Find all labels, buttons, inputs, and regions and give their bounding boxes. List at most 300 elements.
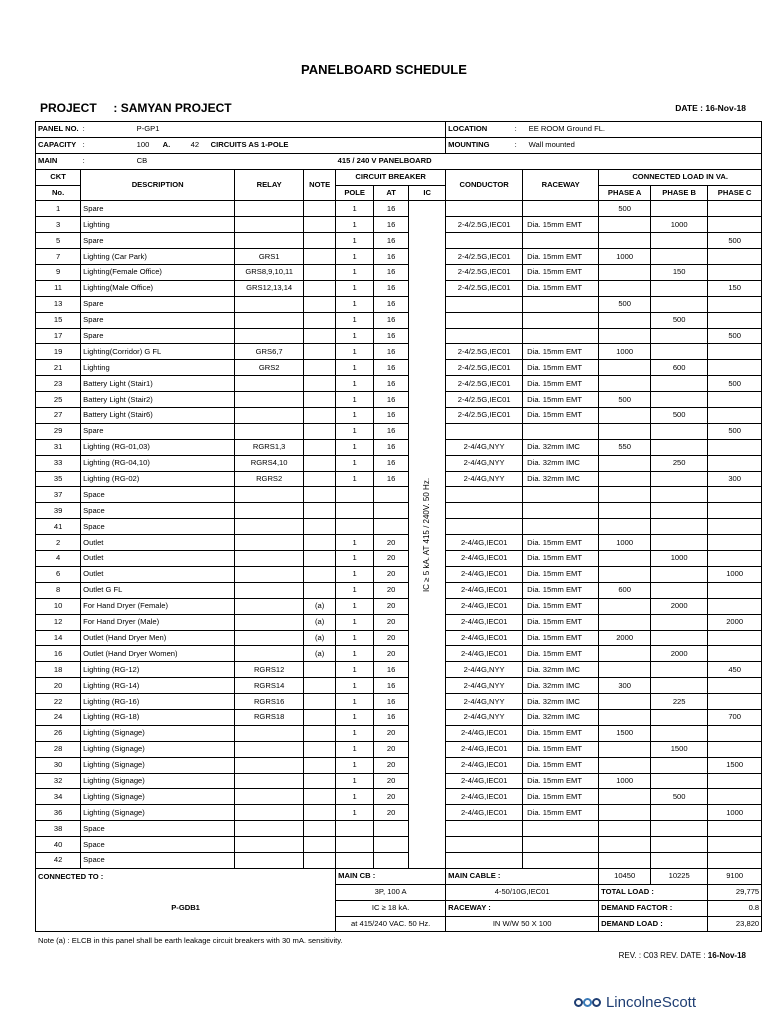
note xyxy=(304,694,336,710)
conductor: 2-4/4G,IEC01 xyxy=(446,805,523,821)
relay xyxy=(235,408,304,424)
ckt-no: 9 xyxy=(36,265,81,281)
revision-label: REV. : C03 REV. DATE : xyxy=(618,951,706,960)
circuit-row xyxy=(36,646,762,662)
circuit-row xyxy=(36,694,762,710)
circuit-row xyxy=(36,439,762,455)
conductor: 2-4/2.5G,IEC01 xyxy=(446,217,523,233)
circuit-row xyxy=(36,821,762,837)
at: 16 xyxy=(374,217,409,233)
note xyxy=(304,503,336,519)
date-heading xyxy=(675,103,746,113)
phase-a: 500 xyxy=(599,296,651,312)
raceway xyxy=(523,837,599,853)
conductor: 2-4/4G,IEC01 xyxy=(446,789,523,805)
raceway: Dia. 32mm IMC xyxy=(523,439,599,455)
phase-c xyxy=(708,344,762,360)
main-cable-value: 4-50/10G,IEC01 xyxy=(446,884,599,900)
note xyxy=(304,821,336,837)
description: Spare xyxy=(81,233,235,249)
note xyxy=(304,757,336,773)
phase-b xyxy=(651,328,708,344)
pole xyxy=(336,487,374,503)
phase-c xyxy=(708,582,762,598)
location-cell xyxy=(514,122,762,138)
pole: 1 xyxy=(336,789,374,805)
phase-a xyxy=(599,694,651,710)
pole: 1 xyxy=(336,455,374,471)
conductor: 2-4/4G,IEC01 xyxy=(446,614,523,630)
phase-b xyxy=(651,614,708,630)
phase-a xyxy=(599,423,651,439)
main-cb-value: 3P, 100 A xyxy=(336,884,446,900)
header-connected-load: CONNECTED LOAD IN VA. xyxy=(599,169,762,185)
phase-c: 150 xyxy=(708,280,762,296)
raceway xyxy=(523,503,599,519)
raceway: Dia. 32mm IMC xyxy=(523,709,599,725)
conductor: 2-4/4G,IEC01 xyxy=(446,773,523,789)
demand-factor-label: DEMAND FACTOR : xyxy=(599,900,708,916)
relay xyxy=(235,646,304,662)
at xyxy=(374,852,409,868)
conductor xyxy=(446,296,523,312)
description: Lighting (RG-12) xyxy=(81,662,235,678)
at: 20 xyxy=(374,614,409,630)
phase-b xyxy=(651,725,708,741)
at: 16 xyxy=(374,280,409,296)
phase-c xyxy=(708,646,762,662)
header-no: No. xyxy=(36,185,81,201)
note xyxy=(304,328,336,344)
relay xyxy=(235,566,304,582)
note xyxy=(304,725,336,741)
pole: 1 xyxy=(336,646,374,662)
at: 20 xyxy=(374,582,409,598)
phase-b: 500 xyxy=(651,408,708,424)
description: Lighting xyxy=(81,217,235,233)
raceway: Dia. 15mm EMT xyxy=(523,360,599,376)
ckt-no: 3 xyxy=(36,217,81,233)
project-name: : SAMYAN PROJECT xyxy=(113,101,232,115)
note xyxy=(304,582,336,598)
phase-c xyxy=(708,535,762,551)
phase-c xyxy=(708,630,762,646)
connected-to-cell xyxy=(36,868,336,932)
description: Lighting (Signage) xyxy=(81,789,235,805)
raceway: Dia. 15mm EMT xyxy=(523,598,599,614)
note xyxy=(304,535,336,551)
header-relay: RELAY xyxy=(235,169,304,201)
at: 20 xyxy=(374,789,409,805)
header-ic: IC xyxy=(409,185,446,201)
note xyxy=(304,741,336,757)
relay xyxy=(235,773,304,789)
pole: 1 xyxy=(336,725,374,741)
phase-a xyxy=(599,408,651,424)
phase-c: 1000 xyxy=(708,566,762,582)
note xyxy=(304,487,336,503)
conductor: 2-4/2.5G,IEC01 xyxy=(446,265,523,281)
description: Lighting (RG-18) xyxy=(81,709,235,725)
phase-a: 300 xyxy=(599,678,651,694)
at: 20 xyxy=(374,630,409,646)
at: 16 xyxy=(374,471,409,487)
phase-b xyxy=(651,566,708,582)
phase-c xyxy=(708,408,762,424)
phase-c xyxy=(708,487,762,503)
ckt-no: 16 xyxy=(36,646,81,662)
phase-a xyxy=(599,360,651,376)
conductor: 2-4/4G,NYY xyxy=(446,471,523,487)
at: 16 xyxy=(374,408,409,424)
phase-c xyxy=(708,439,762,455)
phase-b xyxy=(651,471,708,487)
circuit-row xyxy=(36,376,762,392)
ckt-no: 18 xyxy=(36,662,81,678)
pole: 1 xyxy=(336,630,374,646)
description: Lighting (RG-01,03) xyxy=(81,439,235,455)
relay: RGRS1,3 xyxy=(235,439,304,455)
circuit-row xyxy=(36,709,762,725)
phase-b xyxy=(651,201,708,217)
raceway: Dia. 15mm EMT xyxy=(523,757,599,773)
ckt-no: 35 xyxy=(36,471,81,487)
ckt-no: 7 xyxy=(36,249,81,265)
ckt-no: 31 xyxy=(36,439,81,455)
capacity-cell xyxy=(81,137,446,153)
circuit-row xyxy=(36,217,762,233)
phase-c xyxy=(708,551,762,567)
circuit-row xyxy=(36,837,762,853)
pole: 1 xyxy=(336,296,374,312)
relay xyxy=(235,392,304,408)
phase-b: 1500 xyxy=(651,741,708,757)
raceway xyxy=(523,423,599,439)
raceway: Dia. 15mm EMT xyxy=(523,376,599,392)
at: 16 xyxy=(374,233,409,249)
raceway: Dia. 15mm EMT xyxy=(523,265,599,281)
at: 16 xyxy=(374,376,409,392)
description: Lighting (Signage) xyxy=(81,725,235,741)
phase-a xyxy=(599,805,651,821)
at: 16 xyxy=(374,694,409,710)
phase-a xyxy=(599,662,651,678)
note: (a) xyxy=(304,598,336,614)
description: Lighting (Car Park) xyxy=(81,249,235,265)
circuit-row xyxy=(36,519,762,535)
pole: 1 xyxy=(336,233,374,249)
phase-b xyxy=(651,852,708,868)
ckt-no: 12 xyxy=(36,614,81,630)
ckt-no: 8 xyxy=(36,582,81,598)
panel-no-value: P-GP1 xyxy=(136,124,160,134)
circuit-row xyxy=(36,344,762,360)
phase-b: 150 xyxy=(651,265,708,281)
raceway: Dia. 15mm EMT xyxy=(523,249,599,265)
at xyxy=(374,821,409,837)
phase-b: 600 xyxy=(651,360,708,376)
main-label: MAIN xyxy=(36,153,81,169)
pole: 1 xyxy=(336,249,374,265)
relay: RGRS2 xyxy=(235,471,304,487)
relay xyxy=(235,725,304,741)
raceway: Dia. 32mm IMC xyxy=(523,662,599,678)
conductor xyxy=(446,821,523,837)
phase-a: 550 xyxy=(599,439,651,455)
ckt-no: 14 xyxy=(36,630,81,646)
colon: : xyxy=(82,140,85,150)
description: Battery Light (Stair1) xyxy=(81,376,235,392)
note xyxy=(304,852,336,868)
logo-text: LincolneScott xyxy=(605,994,696,1011)
phase-b: 500 xyxy=(651,789,708,805)
total-load-label: TOTAL LOAD : xyxy=(599,884,708,900)
phase-a: 500 xyxy=(599,392,651,408)
location-label: LOCATION xyxy=(446,122,523,138)
at: 20 xyxy=(374,805,409,821)
pole: 1 xyxy=(336,471,374,487)
raceway: Dia. 15mm EMT xyxy=(523,582,599,598)
description: Space xyxy=(81,519,235,535)
phase-c: 500 xyxy=(708,233,762,249)
circuit-row xyxy=(36,471,762,487)
phase-b: 1000 xyxy=(651,551,708,567)
colon: : xyxy=(82,156,85,166)
conductor: 2-4/4G,IEC01 xyxy=(446,757,523,773)
demand-factor-value: 0.8 xyxy=(708,900,762,916)
circuit-row xyxy=(36,725,762,741)
ic-value: IC ≥ 18 kA. xyxy=(336,900,446,916)
note xyxy=(304,312,336,328)
phase-b: 2000 xyxy=(651,598,708,614)
capacity-label: CAPACITY xyxy=(36,137,81,153)
at: 16 xyxy=(374,709,409,725)
note xyxy=(304,217,336,233)
circuit-row xyxy=(36,455,762,471)
phase-a xyxy=(599,455,651,471)
note xyxy=(304,471,336,487)
phase-c xyxy=(708,725,762,741)
at: 20 xyxy=(374,757,409,773)
mounting-cell xyxy=(514,137,762,153)
phase-a xyxy=(599,757,651,773)
at: 20 xyxy=(374,741,409,757)
circuit-row xyxy=(36,503,762,519)
at: 16 xyxy=(374,296,409,312)
phase-a xyxy=(599,741,651,757)
header-circuit-breaker: CIRCUIT BREAKER xyxy=(336,169,446,185)
panelboard-table xyxy=(35,121,762,932)
phase-c-total: 9100 xyxy=(708,868,762,884)
phase-c xyxy=(708,852,762,868)
relay xyxy=(235,630,304,646)
phase-a xyxy=(599,598,651,614)
phase-a-total: 10450 xyxy=(599,868,651,884)
phase-c xyxy=(708,455,762,471)
header-phase-b: PHASE B xyxy=(651,185,708,201)
relay xyxy=(235,201,304,217)
raceway: Dia. 15mm EMT xyxy=(523,551,599,567)
relay xyxy=(235,789,304,805)
at: 16 xyxy=(374,344,409,360)
phase-b-total: 10225 xyxy=(651,868,708,884)
colon: : xyxy=(82,124,85,134)
relay xyxy=(235,328,304,344)
description: Space xyxy=(81,821,235,837)
pole: 1 xyxy=(336,328,374,344)
note xyxy=(304,376,336,392)
info-row-capacity xyxy=(36,137,762,153)
conductor xyxy=(446,519,523,535)
note: (a) xyxy=(304,614,336,630)
pole: 1 xyxy=(336,694,374,710)
description: Lighting(Corridor) G FL xyxy=(81,344,235,360)
raceway xyxy=(523,852,599,868)
phase-b: 250 xyxy=(651,455,708,471)
ckt-no: 24 xyxy=(36,709,81,725)
header-row-1 xyxy=(36,169,762,185)
at: 20 xyxy=(374,566,409,582)
phase-b xyxy=(651,392,708,408)
phase-b xyxy=(651,487,708,503)
pole xyxy=(336,852,374,868)
phase-a xyxy=(599,566,651,582)
at: 16 xyxy=(374,249,409,265)
description: Lighting(Male Office) xyxy=(81,280,235,296)
note xyxy=(304,233,336,249)
at: 20 xyxy=(374,551,409,567)
mounting-label: MOUNTING xyxy=(446,137,523,153)
phase-b xyxy=(651,709,708,725)
relay xyxy=(235,821,304,837)
phase-c: 2000 xyxy=(708,614,762,630)
pole: 1 xyxy=(336,566,374,582)
ckt-no: 11 xyxy=(36,280,81,296)
pole: 1 xyxy=(336,392,374,408)
description: Outlet (Hand Dryer Men) xyxy=(81,630,235,646)
note xyxy=(304,662,336,678)
phase-c: 500 xyxy=(708,376,762,392)
phase-a: 1000 xyxy=(599,344,651,360)
relay xyxy=(235,217,304,233)
pole: 1 xyxy=(336,598,374,614)
phase-b xyxy=(651,423,708,439)
phase-a xyxy=(599,217,651,233)
pole: 1 xyxy=(336,773,374,789)
revision-info xyxy=(619,951,746,960)
at: 16 xyxy=(374,265,409,281)
phase-c: 450 xyxy=(708,662,762,678)
ckt-no: 19 xyxy=(36,344,81,360)
conductor: 2-4/4G,NYY xyxy=(446,439,523,455)
connected-to-value: P-GDB1 xyxy=(171,902,200,912)
phase-b xyxy=(651,678,708,694)
project-heading xyxy=(40,101,232,115)
circuit-row xyxy=(36,201,762,217)
relay xyxy=(235,423,304,439)
description: For Hand Dryer (Male) xyxy=(81,614,235,630)
at-value: at 415/240 VAC. 50 Hz. xyxy=(336,916,446,932)
relay xyxy=(235,233,304,249)
conductor: 2-4/4G,NYY xyxy=(446,694,523,710)
relay: GRS6,7 xyxy=(235,344,304,360)
phase-c xyxy=(708,598,762,614)
conductor xyxy=(446,328,523,344)
phase-b xyxy=(651,280,708,296)
conductor xyxy=(446,201,523,217)
conductor xyxy=(446,852,523,868)
phase-c xyxy=(708,503,762,519)
phase-b xyxy=(651,773,708,789)
phase-a xyxy=(599,280,651,296)
description: Space xyxy=(81,503,235,519)
ckt-no: 42 xyxy=(36,852,81,868)
pole: 1 xyxy=(336,265,374,281)
raceway xyxy=(523,233,599,249)
phase-c: 500 xyxy=(708,423,762,439)
circuit-row xyxy=(36,487,762,503)
note xyxy=(304,392,336,408)
raceway xyxy=(523,201,599,217)
ckt-no: 25 xyxy=(36,392,81,408)
raceway: Dia. 15mm EMT xyxy=(523,725,599,741)
circuit-row xyxy=(36,233,762,249)
at xyxy=(374,503,409,519)
header-description: DESCRIPTION xyxy=(81,169,235,201)
pole: 1 xyxy=(336,439,374,455)
raceway xyxy=(523,487,599,503)
note xyxy=(304,280,336,296)
phase-a xyxy=(599,614,651,630)
description: Outlet xyxy=(81,551,235,567)
phase-a xyxy=(599,789,651,805)
ckt-no: 41 xyxy=(36,519,81,535)
phase-c xyxy=(708,821,762,837)
phase-a: 1000 xyxy=(599,535,651,551)
circuit-row xyxy=(36,582,762,598)
phase-c xyxy=(708,201,762,217)
relay: GRS12,13,14 xyxy=(235,280,304,296)
pole xyxy=(336,837,374,853)
conductor: 2-4/4G,IEC01 xyxy=(446,630,523,646)
pole: 1 xyxy=(336,376,374,392)
conductor xyxy=(446,503,523,519)
info-row-main xyxy=(36,153,762,169)
phase-a xyxy=(599,487,651,503)
ckt-no: 38 xyxy=(36,821,81,837)
description: Battery Light (Stair2) xyxy=(81,392,235,408)
relay xyxy=(235,852,304,868)
ckt-no: 29 xyxy=(36,423,81,439)
raceway: Dia. 32mm IMC xyxy=(523,694,599,710)
phase-b xyxy=(651,519,708,535)
phase-a: 1500 xyxy=(599,725,651,741)
circuit-row xyxy=(36,805,762,821)
ckt-no: 40 xyxy=(36,837,81,853)
phase-c xyxy=(708,312,762,328)
ckt-no: 34 xyxy=(36,789,81,805)
pole: 1 xyxy=(336,312,374,328)
conductor xyxy=(446,487,523,503)
phase-a xyxy=(599,821,651,837)
conductor: 2-4/4G,IEC01 xyxy=(446,646,523,662)
circuit-row xyxy=(36,360,762,376)
conductor xyxy=(446,312,523,328)
phase-a xyxy=(599,265,651,281)
at: 16 xyxy=(374,201,409,217)
ckt-no: 37 xyxy=(36,487,81,503)
circuit-row xyxy=(36,280,762,296)
